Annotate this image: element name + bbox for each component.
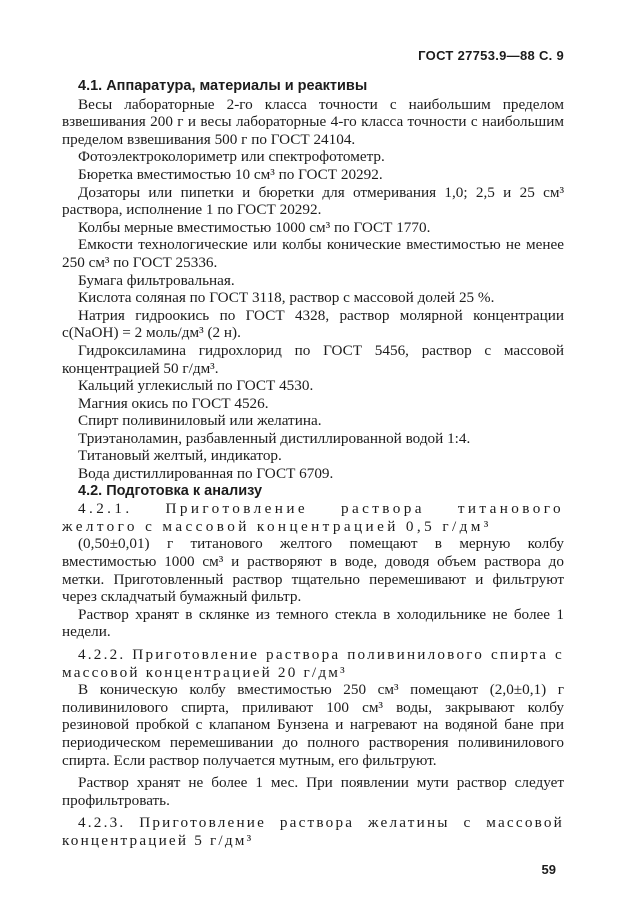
- subsection-4-2-2-heading: 4.2.2. Приготовление раствора поливинилового спирта с массовой концентрацией 20 г/дм³: [62, 646, 564, 681]
- running-header: ГОСТ 27753.9—88 С. 9: [418, 48, 564, 63]
- list-item: Фотоэлектроколориметр или спектрофотометр.: [78, 148, 385, 166]
- list-item: Титановый желтый, индикатор.: [78, 447, 282, 465]
- subsection-4-2-1-heading: 4.2.1. Приготовление раствора титанового желтого с массовой концентрацией 0,5 г/дм³: [62, 500, 564, 535]
- section-4-1-heading: 4.1. Аппаратура, материалы и реактивы: [78, 78, 368, 94]
- body-text: [62, 78, 564, 850]
- section-4-2-heading: 4.2. Подготовка к анализу: [78, 482, 263, 499]
- paragraph: В коническую колбу вместимостью 250 см³ помещают (2,0±0,1) г поливинилового спирта, приливают 100 см³ воды, закрывают колбу резиновой пробкой с клапаном Бунзена и нагревают на водяной бане при периодическом перемешивании до полного растворения поливинилового спирта. Если раствор получается мутным, его фильтруют.: [62, 681, 564, 769]
- list-item: Дозаторы или пипетки и бюретки для отмеривания 1,0; 2,5 и 25 см³ раствора, исполнение 1 по ГОСТ 20292.: [62, 183, 564, 219]
- list-item: Магния окись по ГОСТ 4526.: [78, 394, 269, 412]
- list-item: Весы лабораторные 2-го класса точности с наибольшим пределом взвешивания 200 г и весы лабораторные 4-го класса точности с наибольшим пределом взвешивания 500 г по ГОСТ 24104.: [62, 95, 564, 148]
- list-item: Натрия гидроокись по ГОСТ 4328, раствор молярной концентрации c(NaOH) = 2 моль/дм³ (2 н).: [62, 306, 564, 342]
- list-item: Кальций углекислый по ГОСТ 4530.: [78, 377, 314, 395]
- list-item: Гидроксиламина гидрохлорид по ГОСТ 5456, раствор с массовой концентрацией 50 г/дм³.: [62, 341, 564, 377]
- list-item: Вода дистиллированная по ГОСТ 6709.: [78, 465, 334, 483]
- paragraph: Раствор хранят в склянке из темного стекла в холодильнике не более 1 недели.: [62, 605, 564, 641]
- subsection-4-2-3-heading: 4.2.3. Приготовление раствора желатины с массовой концентрацией 5 г/дм³: [62, 814, 564, 849]
- paragraph: (0,50±0,01) г титанового желтого помещают в мерную колбу вместимостью 1000 см³ и растворяют в воде, доводя объем раствора до метки. Приготовленный раствор тщательно перемешивают и фильтруют через складчатый бумажный фильтр.: [62, 535, 564, 606]
- list-item: Колбы мерные вместимостью 1000 см³ по ГОСТ 1770.: [78, 218, 431, 236]
- list-item: Кислота соляная по ГОСТ 3118, раствор с массовой долей 25 %.: [78, 289, 495, 307]
- paragraph: Раствор хранят не более 1 мес. При появлении мути раствор следует профильтровать.: [62, 774, 564, 809]
- list-item: Спирт поливиниловый или желатина.: [78, 412, 322, 430]
- list-item: Триэтаноламин, разбавленный дистиллированной водой 1:4.: [78, 429, 471, 447]
- list-item: Бумага фильтровальная.: [78, 271, 235, 289]
- list-item: Емкости технологические или колбы конические вместимостью не менее 250 см³ по ГОСТ 25336.: [62, 236, 564, 271]
- list-item: Бюретка вместимостью 10 см³ по ГОСТ 20292.: [78, 165, 383, 183]
- page-number: 59: [541, 862, 556, 877]
